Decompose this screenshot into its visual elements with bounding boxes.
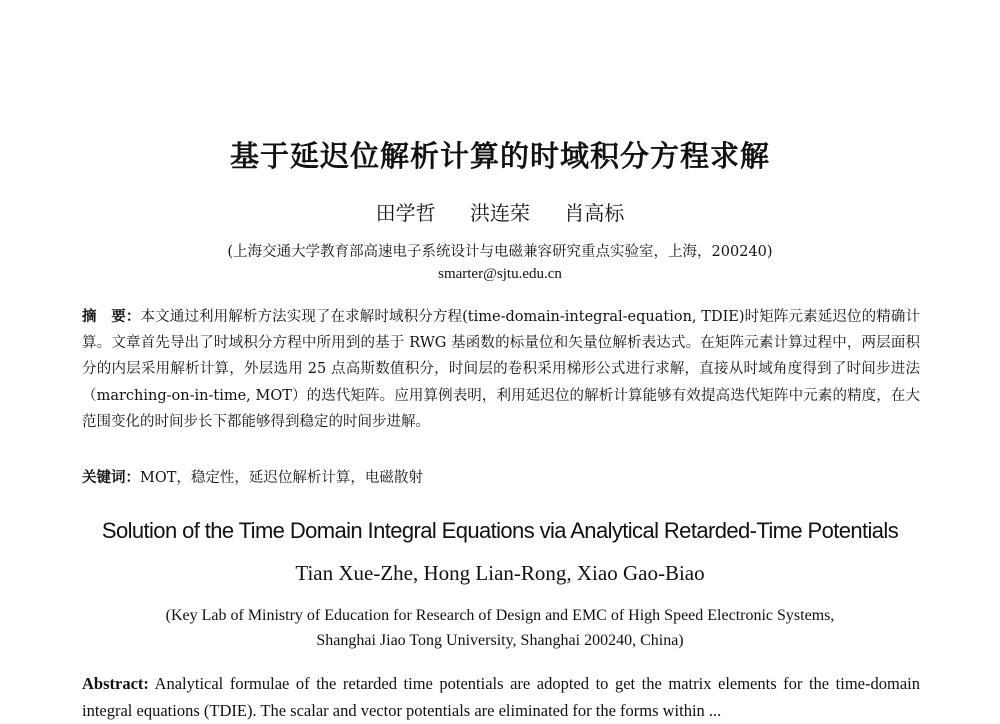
chinese-affiliation: (上海交通大学教育部高速电子系统设计与电磁兼容研究重点实验室，上海，200240) bbox=[227, 244, 773, 260]
chinese-abstract bbox=[82, 304, 920, 435]
author-1: 田学哲 bbox=[375, 201, 436, 225]
author-3: 肖高标 bbox=[564, 201, 625, 225]
english-affiliation-line-1: (Key Lab of Ministry of Education for Research of Design and EMC of High Speed Electronic Systems, bbox=[165, 607, 835, 624]
english-affiliation-line-2: Shanghai Jiao Tong University, Shanghai 200240, China) bbox=[316, 632, 684, 649]
english-abstract-text: Analytical formulae of the retarded time potentials are adopted to get the matrix elements for the time-domain integral equations (TDIE). The scalar and vector potentials are eliminated for the forms within ... bbox=[82, 674, 920, 720]
chinese-authors bbox=[0, 197, 1000, 226]
chinese-abstract-label: 摘 要： bbox=[82, 309, 141, 325]
chinese-keywords-label: 关键词： bbox=[82, 470, 140, 486]
chinese-abstract-text: 本文通过利用解析方法实现了在求解时域积分方程(time-domain-integral-equation, TDIE)时矩阵元素延迟位的精确计算。文章首先导出了时域积分方程中所用到的基于 RWG 基函数的标量位和矢量位解析表达式。在矩阵元素计算过程中，两层面积分的内层采用解析计算，外层选用 25 点高斯数值积分，时间层的卷积采用梯形公式进行求解，直接从时域角度得到了时间步进法（marching-on-in-time, MOT）的迭代矩阵。应用算例表明，利用延迟位的解析计算能够有效提高迭代矩阵中元素的精度，在大范围变化的时间步长下都能够得到稳定的时间步进解。 bbox=[82, 309, 920, 430]
author-email: smarter@sjtu.edu.cn bbox=[438, 266, 562, 282]
english-authors: Tian Xue-Zhe, Hong Lian-Rong, Xiao Gao-Biao bbox=[295, 561, 705, 585]
english-abstract-label: Abstract: bbox=[82, 674, 149, 693]
english-title: Solution of the Time Domain Integral Equations via Analytical Retarded-Time Potentials bbox=[101, 518, 899, 543]
english-affiliation bbox=[0, 603, 1000, 653]
english-abstract bbox=[82, 670, 920, 724]
chinese-keywords bbox=[82, 466, 920, 487]
chinese-title: 基于延迟位解析计算的时域积分方程求解 bbox=[229, 139, 770, 173]
chinese-keywords-text: MOT，稳定性，延迟位解析计算，电磁散射 bbox=[140, 470, 423, 486]
author-2: 洪连荣 bbox=[470, 201, 530, 225]
